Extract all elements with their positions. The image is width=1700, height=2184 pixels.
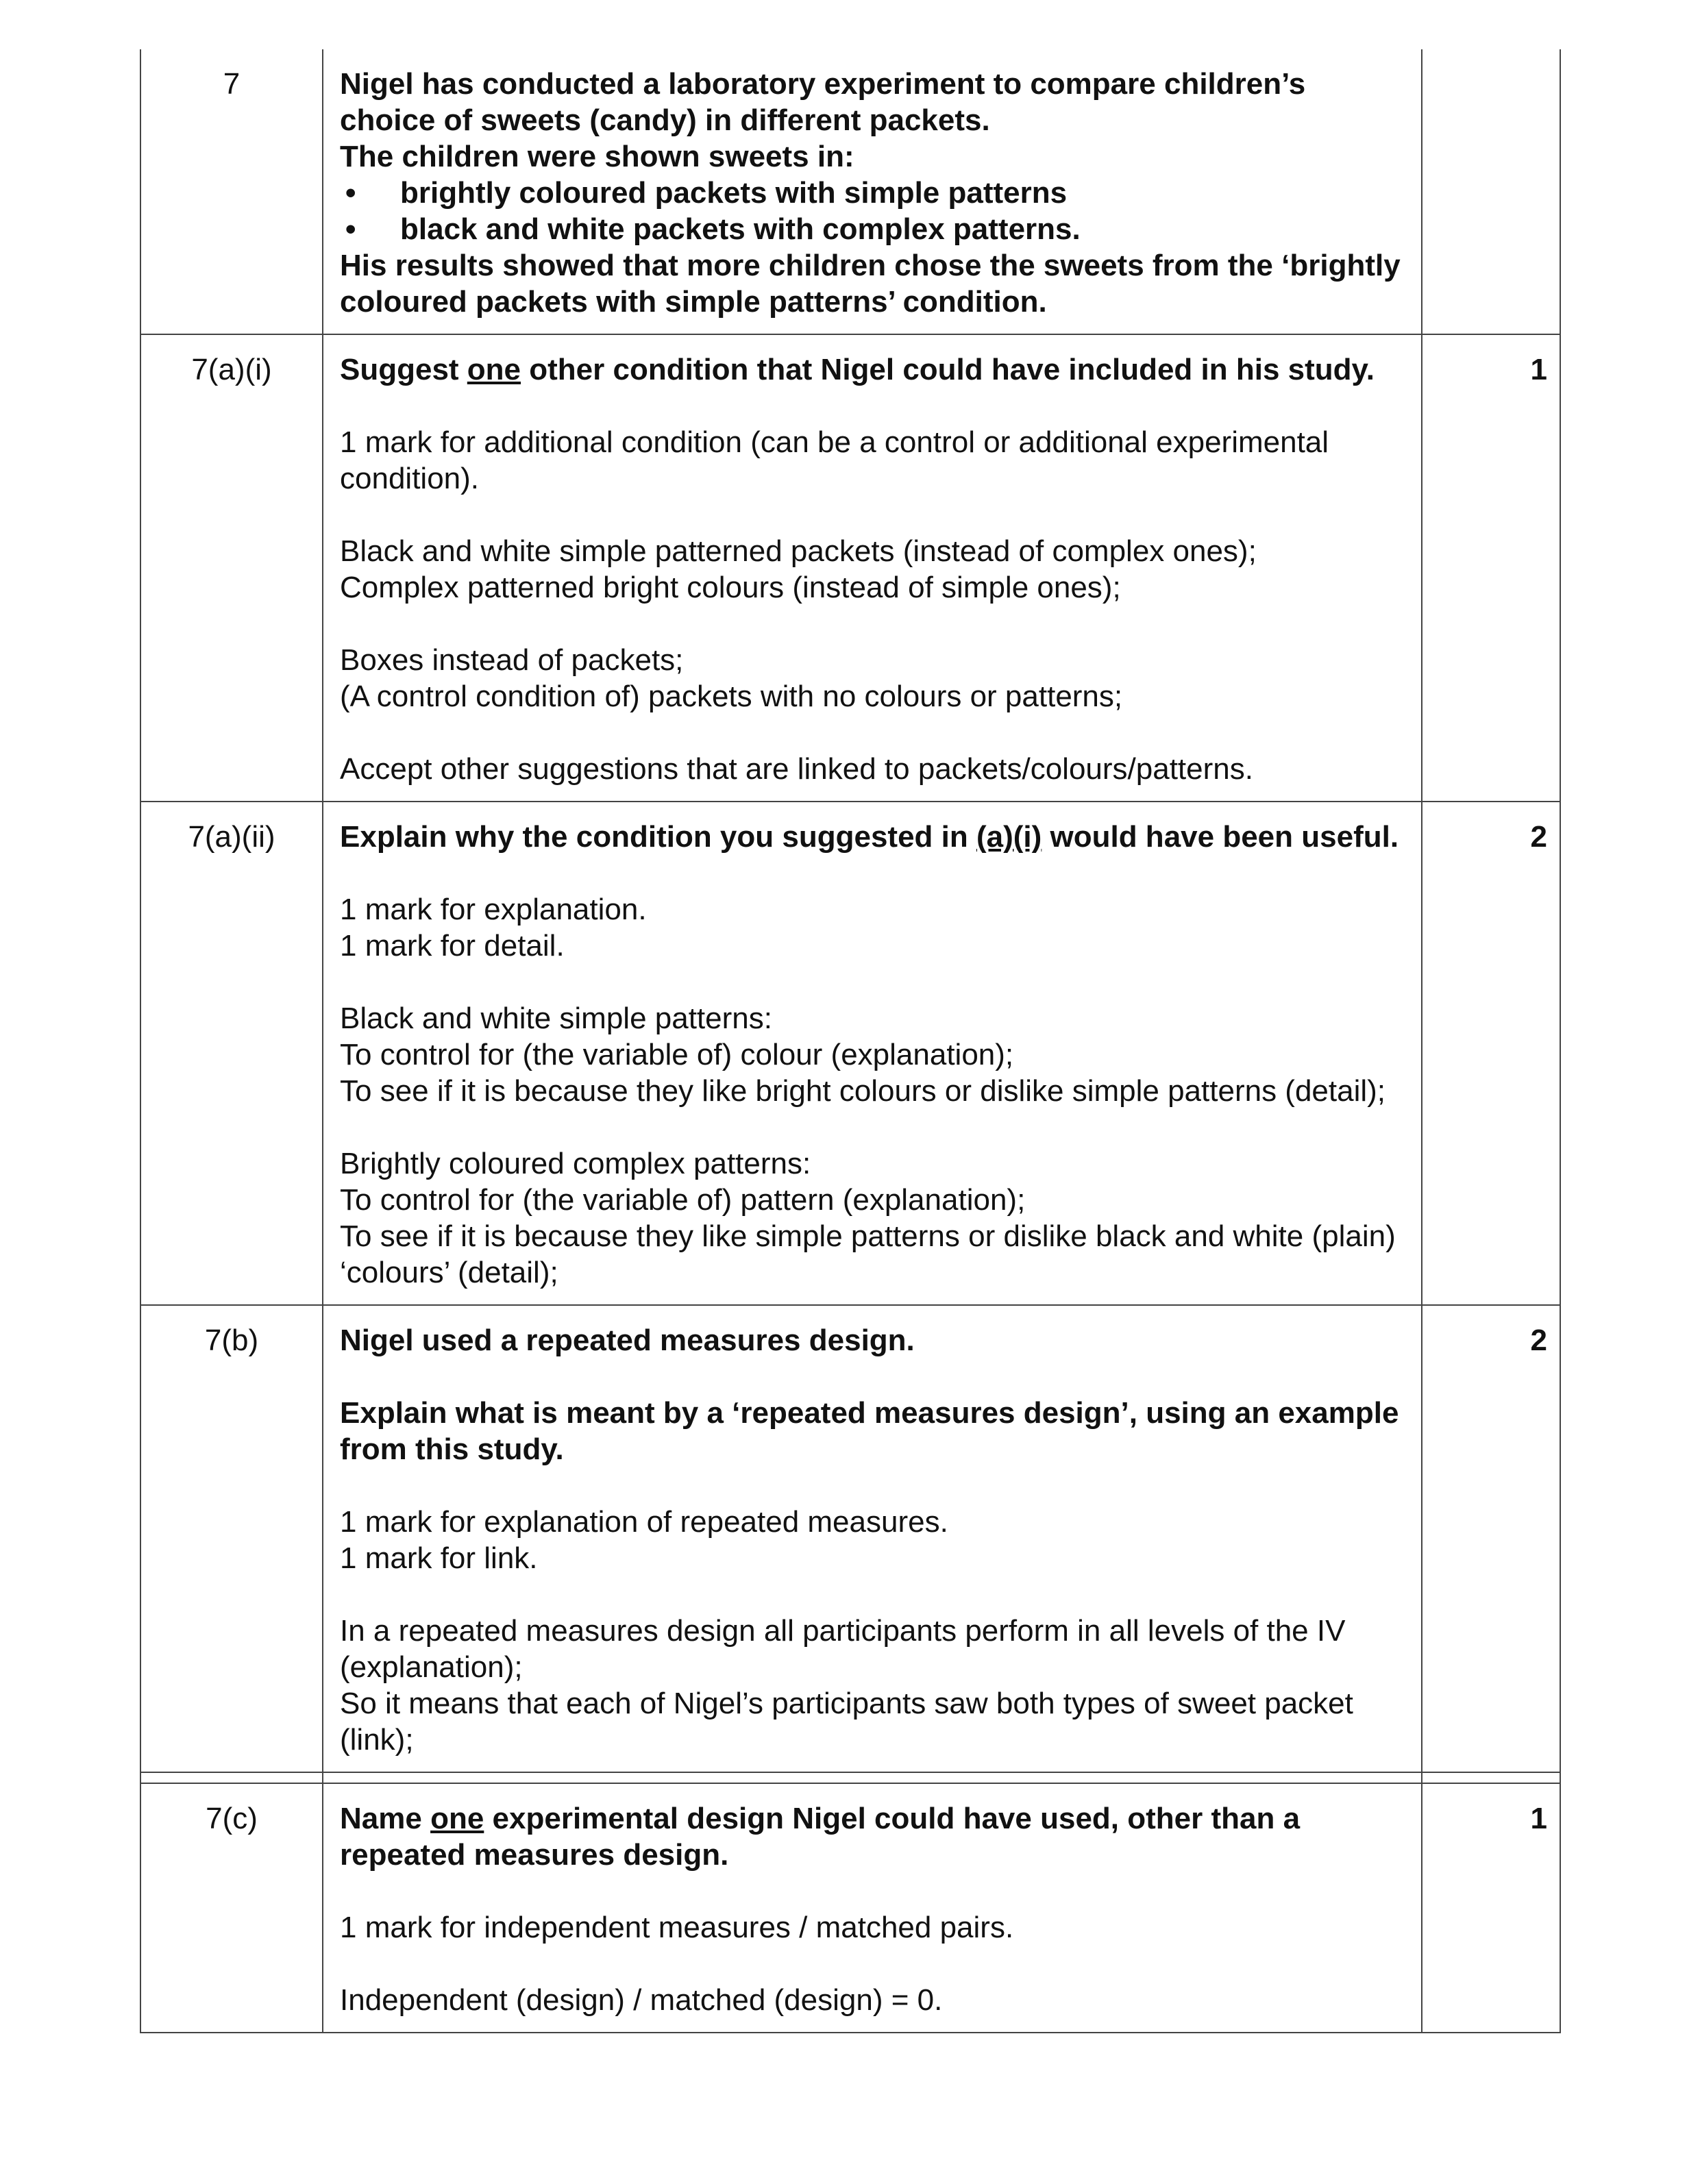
- answer-cell: [322, 1784, 1422, 2032]
- answer-group: Boxes instead of packets; (A control condition of) packets with no colours or patterns;: [340, 643, 1123, 713]
- mark-guidance: 1 mark for independent measures / matched pairs.: [340, 1911, 1014, 1944]
- marks-value: 1: [1530, 1802, 1547, 1835]
- answer-group: Brightly coloured complex patterns: To control for (the variable of) pattern (explanation); To see if it is because they like simple patterns or dislike black and white (plain) ‘colours’ (detail);: [340, 1147, 1396, 1289]
- marks-cell: [1422, 49, 1560, 334]
- question-7-row: [141, 49, 1560, 334]
- mark-guidance: 1 mark for explanation of repeated measures. 1 mark for link.: [340, 1505, 948, 1575]
- answer-group: In a repeated measures design all participants perform in all levels of the IV (explanation); So it means that each of Nigel’s participants saw both types of sweet packet (link);: [340, 1614, 1353, 1757]
- question-number: 7: [223, 67, 241, 101]
- question-number: 7(a)(i): [191, 353, 272, 386]
- mark-guidance: 1 mark for explanation. 1 mark for detail.: [340, 893, 647, 963]
- mark-guidance: 1 mark for additional condition (can be a control or additional experimental condition).: [340, 425, 1329, 495]
- answer-cell: [322, 1306, 1422, 1772]
- question-stem: [322, 49, 1422, 334]
- question-7b-row: [141, 1304, 1560, 1772]
- question-text: Name one experimental design Nigel could have used, other than a repeated measures design.: [340, 1802, 1301, 1872]
- question-text: Explain why the condition you suggested in (a)(i) would have been useful.: [340, 820, 1399, 854]
- question-stem: Nigel used a repeated measures design.: [340, 1324, 915, 1357]
- question-number: 7(a)(ii): [188, 820, 275, 854]
- stem-shown: The children were shown sweets in:: [340, 140, 854, 173]
- stem-intro: Nigel has conducted a laboratory experiment to compare children’s choice of sweets (candy) in different packets.: [340, 67, 1306, 137]
- question-text: Suggest one other condition that Nigel could have included in his study.: [340, 353, 1375, 386]
- question-7ai-row: [141, 334, 1560, 801]
- marks-value: 2: [1530, 1324, 1547, 1357]
- stem-results: His results showed that more children chose the sweets from the ‘brightly coloured packets with simple patterns’ condition.: [340, 249, 1401, 319]
- zero-mark-note: Independent (design) / matched (design) = 0.: [340, 1983, 943, 2017]
- question-7c-row: [141, 1784, 1560, 2033]
- table-divider: [141, 1772, 1560, 1784]
- condition-list: [340, 175, 1405, 247]
- mark-scheme-table: [140, 49, 1561, 2033]
- answer-cell: [322, 335, 1422, 801]
- answer-group: Black and white simple patterned packets (instead of complex ones); Complex patterned bright colours (instead of simple ones);: [340, 534, 1257, 604]
- list-item: • brightly coloured packets with simple patterns: [340, 175, 1405, 211]
- question-number: 7(c): [206, 1802, 258, 1835]
- question-number: 7(b): [204, 1324, 259, 1357]
- marks-value: 1: [1530, 353, 1547, 386]
- question-text: Explain what is meant by a ‘repeated measures design’, using an example from this study.: [340, 1396, 1399, 1466]
- list-item: • black and white packets with complex patterns.: [340, 211, 1405, 247]
- question-7aii-row: [141, 801, 1560, 1304]
- accept-note: Accept other suggestions that are linked to packets/colours/patterns.: [340, 752, 1253, 786]
- marks-value: 2: [1530, 820, 1547, 854]
- answer-group: Black and white simple patterns: To control for (the variable of) colour (explanation); To see if it is because they like bright colours or dislike simple patterns (detail);: [340, 1002, 1386, 1108]
- answer-cell: [322, 802, 1422, 1304]
